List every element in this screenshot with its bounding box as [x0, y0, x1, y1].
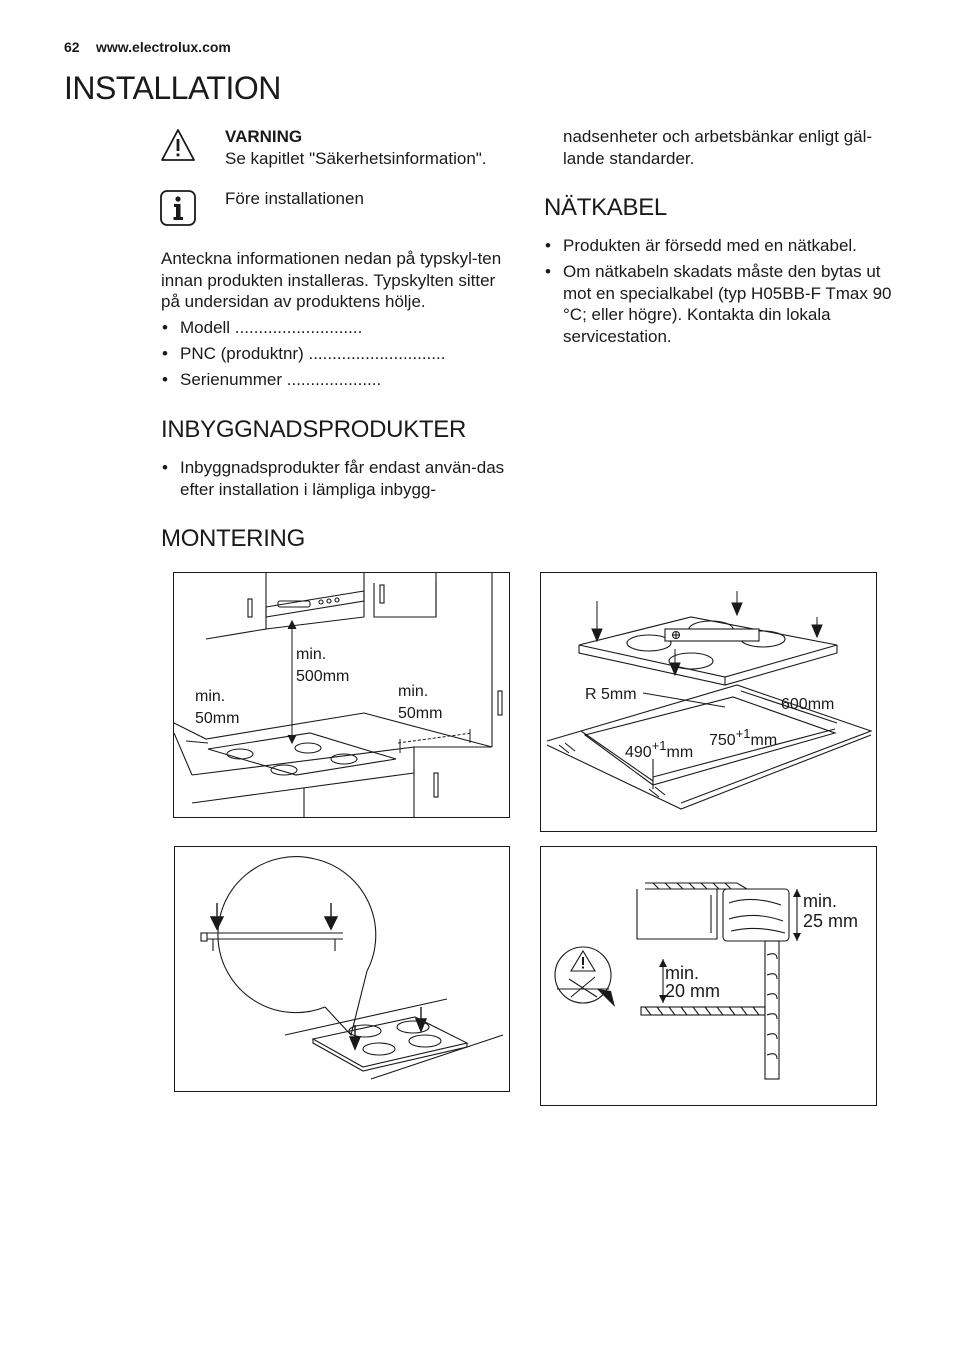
worktop-min-label: min.	[803, 891, 838, 911]
warning-triangle-icon	[159, 127, 197, 168]
gap-value-label: 20 mm	[665, 981, 721, 1001]
worktop-thickness-label: 25 mm	[803, 911, 859, 931]
page-title: INSTALLATION	[64, 70, 281, 106]
cutout-depth-label: $490^{+1}mm$	[625, 738, 694, 761]
cutout-width-label: $750^{+1}mm$	[709, 726, 778, 749]
clearance-left-min: min.	[195, 688, 226, 705]
warning-text: Se kapitlet "Säkerhetsinformation".	[225, 149, 487, 168]
warning-label: VARNING	[225, 127, 303, 146]
worktop-figure	[540, 846, 877, 1106]
mains-cable-list	[544, 235, 894, 352]
clearance-right-value: 50mm	[398, 705, 443, 722]
intro-paragraph: Anteckna informationen nedan på typskyl-ten innan produkten installeras. Typskylten sitter på undersidan av produktens hölje.	[161, 249, 502, 311]
mounting-heading: MONTERING	[161, 525, 305, 552]
depth-label: 600mm	[781, 696, 835, 713]
clearance-figure	[173, 572, 510, 818]
list-item: • Produkten är försedd med en nätkabel.	[544, 235, 894, 257]
clearance-top-min: min.	[296, 646, 327, 663]
clearance-right-min: min.	[398, 683, 429, 700]
rating-plate-list	[161, 317, 511, 395]
clearance-top-value: 500mm	[296, 668, 350, 685]
built-in-continuation: nadsenheter och arbetsbänkar enligt gäl-lande standarder.	[563, 127, 873, 168]
list-item: • Om nätkabeln skadats måste den bytas ut mot en specialkabel (typ H05BB-F Tmax 90 °C; eller högre). Kontakta din lokala servicestation.	[544, 261, 894, 347]
info-text: Före installationen	[225, 189, 364, 208]
built-in-heading: INBYGGNADSPRODUKTER	[161, 416, 467, 443]
cutout-figure	[540, 572, 877, 832]
gap-min-label: min.	[665, 963, 700, 983]
built-in-list	[161, 457, 511, 505]
list-item: • Serienummer ....................	[161, 369, 511, 391]
list-item: • Modell ...........................	[161, 317, 511, 339]
header-url: www.electrolux.com	[96, 39, 231, 55]
page-number: 62	[64, 39, 80, 55]
clearance-left-value: 50mm	[195, 710, 240, 727]
info-icon	[159, 189, 197, 232]
corner-radius-label: R 5mm	[585, 686, 637, 703]
placement-figure	[174, 846, 510, 1092]
list-item: • PNC (produktnr) .............................	[161, 343, 511, 365]
mains-cable-heading: NÄTKABEL	[544, 194, 667, 221]
list-item: • Inbyggnadsprodukter får endast använ-das efter installation i lämpliga inbygg-	[161, 457, 511, 500]
